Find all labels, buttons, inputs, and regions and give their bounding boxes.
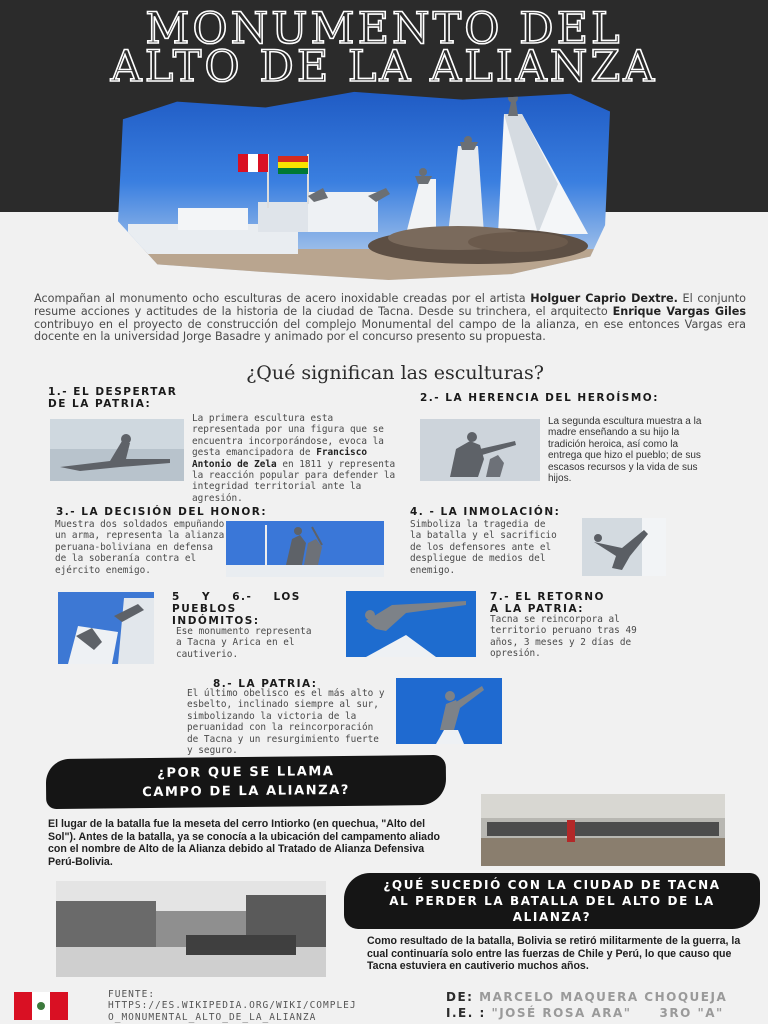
sculpture-1-text-b: en 1811 y representa la reacción popular para defender la integridad territorial ante la agresión. (192, 458, 396, 504)
sculpture-7-title-b: A LA PATRIA: (490, 603, 584, 615)
author-key: DE: (446, 990, 474, 1004)
sculpture-5-6-title-a: 5 Y 6.- LOS (172, 591, 301, 603)
intro-text-1: Acompañan al monumento ocho esculturas de acero inoxidable creadas por el artista (34, 292, 531, 305)
sculpture-3-photo (226, 521, 384, 577)
sculpture-8-figure (396, 678, 502, 744)
peru-flag-svg (14, 992, 68, 1020)
school-key: I.E. : (446, 1006, 486, 1020)
source-url-line-1[interactable]: HTTPS://ES.WIKIPEDIA.ORG/WIKI/COMPLEJ (108, 1000, 357, 1011)
campo-text: El lugar de la batalla fue la meseta del cerro Intiorko (en quechua, "Alto del Sol"). Antes de la batalla, ya se conocía a la ubicación del campamento aliado con el nombre de Alto de la Alianza debido al Tratado de Alianza Defensiva Perú-Bolivia. (48, 818, 441, 868)
source-url-line-2[interactable]: O_MONUMENTAL_ALTO_DE_LA_ALIANZA (108, 1012, 317, 1023)
sculpture-2-text: La segunda escultura muestra a la madre enseñando a su hijo la tradición heroica, así como la entrega que hizo el pueblo; de sus escasos recursos y la vida de sus hijos. (548, 416, 702, 485)
source-label: FUENTE: (108, 989, 156, 1000)
sculpture-5-6-title-b: PUEBLOS (172, 603, 237, 615)
sculpture-4-photo (582, 518, 666, 576)
sculpture-3-text: Muestra dos soldados empuñando un arma, representa la alianza peruana-boliviana en defensa de la soberanía contra el ejército enemigo. (55, 519, 225, 576)
title-line-1: MONUMENTO DEL (145, 4, 623, 54)
sculpture-5-6-figure (58, 592, 154, 664)
sculpture-1-text (192, 413, 406, 504)
sculpture-1-title-b: DE LA PATRIA: (48, 398, 152, 410)
section-heading: ¿Qué significan las esculturas? (246, 362, 544, 384)
sculpture-5-6-title-c: INDÓMITOS: (172, 615, 260, 627)
author-name: MARCELO MAQUERA CHOQUEJA (479, 990, 728, 1004)
sculpture-8-title: 8.- LA PATRIA: (213, 678, 318, 690)
sculpture-4-text: Simboliza la tragedia de la batalla y el sacrificio de los defensores ante el despliegue de medios del enemigo. (410, 519, 557, 576)
sculpture-8-photo (396, 678, 502, 744)
sculpture-5-6-text: Ese monumento representa a Tacna y Arica en el cautiverio. (176, 626, 312, 660)
sculpture-4-figure (582, 518, 666, 576)
sculpture-7-photo (346, 591, 476, 657)
sculpture-2-photo (420, 419, 540, 481)
hero-monument-photo (118, 84, 610, 280)
school-name: "JOSÉ ROSA ARA" (491, 1006, 632, 1020)
sculpture-7-text: Tacna se reincorpora al territorio peruano tras 49 años, 3 meses y 2 días de opresión. (490, 614, 637, 660)
sculpture-1-photo (50, 419, 184, 481)
campo-banner-line-2: CAMPO DE LA ALIANZA? (142, 782, 351, 801)
author-line (446, 990, 727, 1004)
campo-banner (46, 755, 447, 809)
artist-name: Holguer Caprio Dextre. (530, 292, 678, 305)
sculpture-7-title (490, 591, 605, 615)
grade: 3RO "A" (659, 1006, 724, 1020)
sculpture-1-title-a: 1.- EL DESPERTAR (48, 386, 178, 398)
intro-text-3: contribuyo en el proyecto de construcción del complejo Monumental del campo de la alianza, en ese entonces Vargas era docente en la universidad Jorge Basadre y animado por el concurso presento su propuesta. (34, 317, 746, 344)
tacna-banner-line-3: ALIANZA? (512, 910, 592, 924)
sculpture-3-title: 3.- LA DECISIÓN DEL HONOR: (56, 506, 268, 518)
sculpture-8-text: El último obelisco es el más alto y esbelto, inclinado siempre al sur, simbolizando la victoria de la peruanidad con la reincorporación de Tacna y un resurgimiento fuerte y seguro. (187, 688, 385, 757)
title-line-2: ALTO DE LA ALIANZA (110, 42, 658, 92)
sculpture-2-figure (420, 419, 540, 481)
intro-paragraph (34, 293, 746, 344)
source-url[interactable] (108, 1000, 357, 1024)
zela-name: Francisco Antonio de Zela (192, 447, 367, 470)
sculpture-7-figure (346, 591, 476, 657)
battle-reenactment-photo (481, 794, 725, 866)
sculpture-3-figure (226, 521, 384, 577)
sculpture-4-title: 4. - LA INMOLACIÓN: (410, 506, 561, 518)
sculpture-2-title: 2.- LA HERENCIA DEL HEROÍSMO: (420, 392, 659, 404)
sculpture-7-title-a: 7.- EL RETORNO (490, 591, 605, 603)
sculpture-1-title (48, 386, 177, 410)
sculpture-1-figure (50, 419, 184, 481)
campo-banner-line-1: ¿POR QUE SE LLAMA (157, 764, 335, 781)
sculpture-5-6-title (172, 591, 316, 627)
tacna-banner-line-1: ¿QUÉ SUCEDIÓ CON LA CIUDAD DE TACNA (383, 878, 721, 892)
architect-name: Enrique Vargas Giles (612, 304, 746, 318)
school-line (446, 1006, 724, 1020)
battle-scene-figure (481, 794, 725, 866)
sculpture-5-6-photo (58, 592, 154, 664)
tacna-text: Como resultado de la batalla, Bolivia se retiró militarmente de la guerra, la cual continuaría solo entre las fuerzas de Chile y Perú, lo que causo que Tacna estuviera en cautiverio muchos años. (367, 935, 741, 973)
peru-flag-icon (14, 992, 68, 1020)
tacna-banner-line-2: AL PERDER LA BATALLA DEL ALTO DE LA (389, 894, 715, 908)
monument-illustration (118, 84, 610, 280)
historic-tacna-photo (56, 881, 326, 977)
tacna-banner (344, 873, 760, 929)
intro-text-2: El conjunto resume acciones y actitudes de la historia de la ciudad de Tacna. Desde su trinchera, el arquitecto (34, 292, 746, 318)
historic-street-figure (56, 881, 326, 977)
sculpture-1-text-a: La primera escultura esta representada por una figura que se encuentra incorporándose, evoca la gesta emancipadora de (192, 413, 384, 459)
